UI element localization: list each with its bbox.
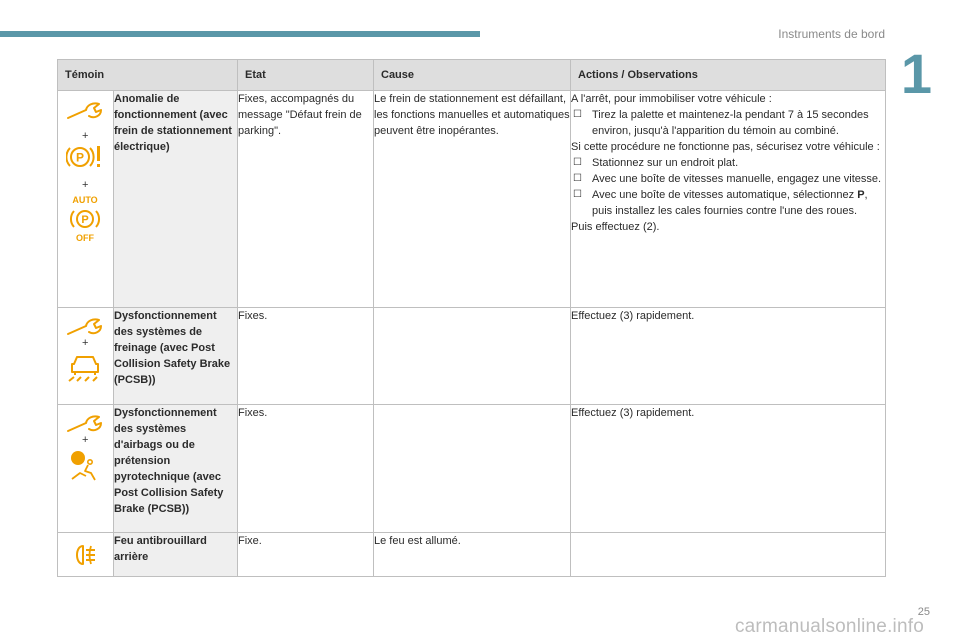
table-row <box>58 308 886 405</box>
checkbox-bullet-icon: ☐ <box>573 157 582 168</box>
checkbox-bullet-icon: ☐ <box>573 189 582 200</box>
table-row <box>58 533 886 577</box>
warning-lights-table <box>57 59 886 577</box>
chapter-number: 1 <box>900 42 932 105</box>
col-header-temoin: Témoin <box>58 60 238 91</box>
actions-intro: A l'arrêt, pour immobiliser votre véhicule : <box>571 93 772 105</box>
watermark: carmanualsonline.info <box>734 616 924 637</box>
actions-cell <box>571 533 886 577</box>
wrench-icon <box>66 101 104 123</box>
plus-sign: + <box>82 337 89 349</box>
auto-parking-brake-icon <box>68 194 102 244</box>
actions-cell <box>571 91 886 308</box>
icon-cell <box>58 533 114 577</box>
actions-cell: Effectuez (3) rapidement. <box>571 308 886 405</box>
col-header-actions: Actions / Observations <box>571 60 886 91</box>
list-item-text: Stationnez sur un endroit plat. <box>592 157 739 169</box>
plus-sign: + <box>82 130 89 142</box>
svg-text:P: P <box>81 214 89 226</box>
cause-cell <box>374 405 571 533</box>
plus-sign: + <box>82 179 89 191</box>
list-item <box>571 107 885 139</box>
list-item-text: Avec une boîte de vitesses automatique, sélectionnez <box>592 189 858 201</box>
actions-list <box>571 107 885 139</box>
actions-middle: Si cette procédure ne fonctionne pas, sécurisez votre véhicule : <box>571 141 880 153</box>
state-cell: Fixe. <box>238 533 374 577</box>
svg-text:OFF: OFF <box>76 233 94 243</box>
checkbox-bullet-icon: ☐ <box>573 173 582 184</box>
table-row <box>58 405 886 533</box>
actions-cell: Effectuez (3) rapidement. <box>571 405 886 533</box>
list-item <box>571 155 885 171</box>
list-item <box>571 171 885 187</box>
airbag-icon <box>68 449 102 483</box>
table-row <box>58 91 886 308</box>
warning-name: Anomalie de fonctionnement (avec frein de stationnement électrique) <box>114 91 238 308</box>
icon-cell <box>58 91 114 308</box>
svg-text:AUTO: AUTO <box>72 195 98 205</box>
actions-outro: Puis effectuez (2). <box>571 221 660 233</box>
list-item-text: , puis installez les cales fournies contre l'une des roues. <box>592 189 868 217</box>
rear-fog-lamp-icon <box>72 543 98 567</box>
checkbox-bullet-icon: ☐ <box>573 109 582 120</box>
plus-sign: + <box>82 434 89 446</box>
brake-warning-icon <box>66 143 104 171</box>
svg-text:P: P <box>75 150 85 165</box>
state-cell: Fixes. <box>238 405 374 533</box>
warning-name: Feu antibrouillard arrière <box>114 533 238 577</box>
list-item-text: Tirez la palette et maintenez-la pendant 7 à 15 secondes environ, jusqu'à l'apparition du témoin au combiné. <box>592 109 869 137</box>
warning-name: Dysfonctionnement des systèmes d'airbags ou de prétension pyrotechnique (avec Post Collision Safety Brake (PCSB)) <box>114 405 238 533</box>
col-header-cause: Cause <box>374 60 571 91</box>
state-cell: Fixes, accompagnés du message "Défaut frein de parking". <box>238 91 374 308</box>
icon-cell <box>58 405 114 533</box>
actions-list <box>571 155 885 219</box>
cause-cell: Le feu est allumé. <box>374 533 571 577</box>
header-accent-bar <box>0 31 480 37</box>
icon-cell <box>58 308 114 405</box>
list-item <box>571 187 885 219</box>
list-item-text: Avec une boîte de vitesses manuelle, engagez une vitesse. <box>592 173 882 185</box>
state-cell: Fixes. <box>238 308 374 405</box>
table-header-row <box>58 60 886 91</box>
col-header-etat: Etat <box>238 60 374 91</box>
pcsb-brake-icon <box>67 352 103 384</box>
warning-name: Dysfonctionnement des systèmes de freinage (avec Post Collision Safety Brake (PCSB)) <box>114 308 238 405</box>
section-title: Instruments de bord <box>778 27 885 41</box>
page-number: 25 <box>917 606 930 618</box>
cause-cell: Le frein de stationnement est défaillant, les fonctions manuelles et automatiques peuvent être inopérantes. <box>374 91 571 308</box>
gear-position-text: P <box>857 189 865 201</box>
cause-cell <box>374 308 571 405</box>
